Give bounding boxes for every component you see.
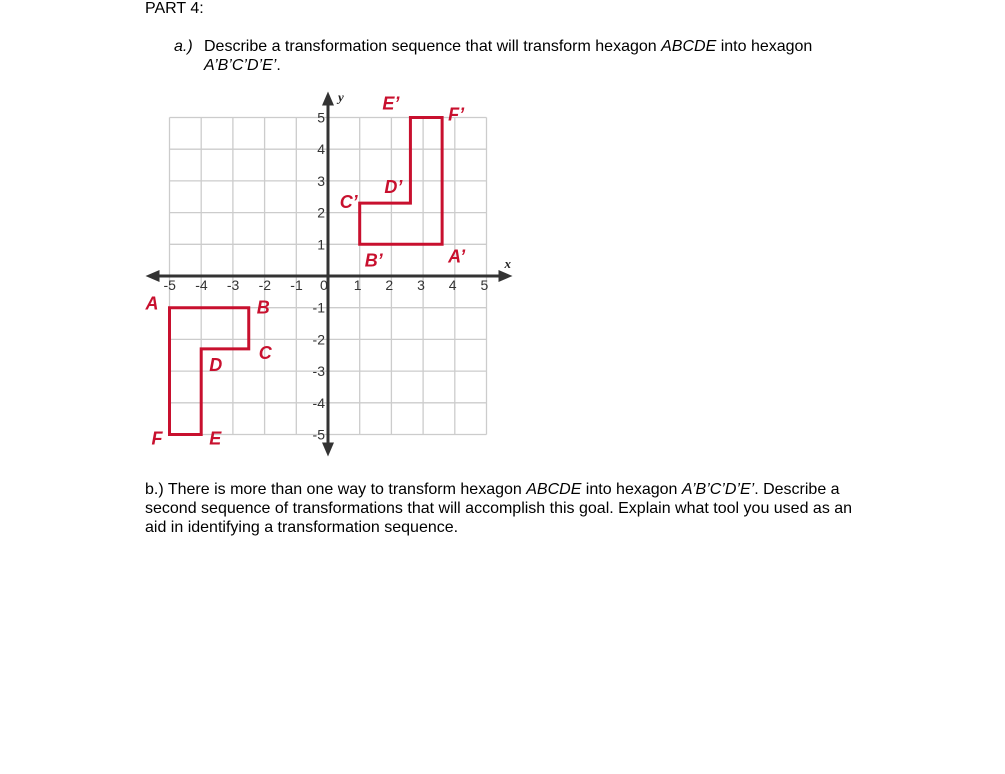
vertex-label: B’ [364,250,383,271]
vertex-label: F’ [448,104,465,125]
y-tick-label: -3 [312,363,325,380]
vertex-label: A [145,293,159,314]
x-axis-label: x [504,256,511,271]
y-axis-arrow-up [322,92,334,106]
shape-name: ABCDE [526,481,582,498]
y-tick-label: -2 [312,331,325,348]
x-tick-label: -4 [195,277,208,293]
vertex-label: A’ [448,246,466,267]
question-a-text: Describe a transformation sequence that will transform hexagon ABCDE into hexagon A’B’C’D’E’. [204,38,813,74]
x-tick-label: 1 [353,277,362,293]
shape-name: A’B’C’D’E’ [204,57,277,74]
y-tick-label: -5 [312,426,325,443]
vertex-label: E [209,428,222,449]
x-tick-label: 5 [480,277,489,293]
x-tick-label: -5 [163,277,176,293]
x-tick-label: 3 [417,277,425,293]
vertex-labels [145,94,467,449]
y-tick-label: 2 [317,204,325,221]
vertex-label: D’ [384,177,403,198]
x-tick-label: 0 [320,277,328,293]
vertex-label: F [151,428,163,449]
vertex-label: C [258,342,272,363]
y-tick-label: 5 [317,109,325,126]
x-tick-label: 4 [448,277,457,293]
y-tick-label: 1 [317,236,325,253]
y-axis-arrow-down [322,443,334,457]
x-axis-arrow-right [499,270,513,282]
x-tick-label: 2 [385,277,394,293]
shape-name: A’B’C’D’E’ [681,481,755,498]
page-heading: PART 4: [145,0,204,17]
question-a-label: a.) [174,38,193,55]
y-tick-label: 4 [317,141,325,158]
x-tick-label: -2 [258,277,272,293]
question-b: b.) There is more than one way to transform hexagon ABCDE into hexagon A’B’C’D’E’. Describe a second sequence of transformations that will accomplish this goal. Explain what tool you used as an aid in identifying a transformation sequence. [145,481,853,536]
x-tick-label: -3 [226,277,240,293]
x-axis-arrow-left [146,270,160,282]
y-tick-label: -4 [312,394,325,411]
y-axis-label: y [338,89,344,105]
y-tick-label: 3 [317,172,325,189]
x-tick-label: -1 [290,277,303,293]
shape-name: ABCDE [661,38,717,55]
vertex-label: B [256,297,270,318]
y-tick-label: -1 [312,299,325,316]
vertex-label: D [209,354,223,375]
vertex-label: E’ [382,93,400,114]
vertex-label: C’ [339,192,358,213]
